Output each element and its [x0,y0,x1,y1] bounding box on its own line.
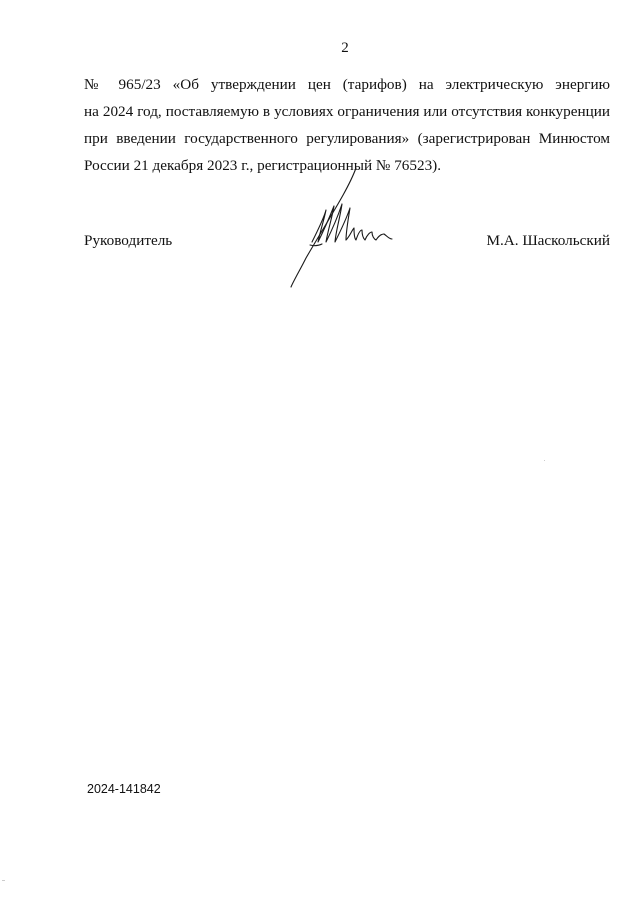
scan-speck [2,880,5,881]
page-number: 2 [341,40,349,56]
body-line: при введении государственного регулирования» (зарегистрирован Минюстом [84,130,610,147]
body-line: на 2024 год, поставляемую в условиях ограничения или отсутствия конкуренции [84,103,610,120]
handwritten-signature [288,160,398,292]
position-title: Руководитель [84,232,173,249]
body-line: России 21 декабря 2023 г., регистрационный № 76523). [84,157,442,174]
signer-name: М.А. Шаскольский [486,232,610,249]
body-line: № 965/23 «Об утверждении цен (тарифов) на электрическую энергию [84,76,610,93]
registration-number: 2024-141842 [87,782,161,796]
scan-speck [544,460,545,461]
